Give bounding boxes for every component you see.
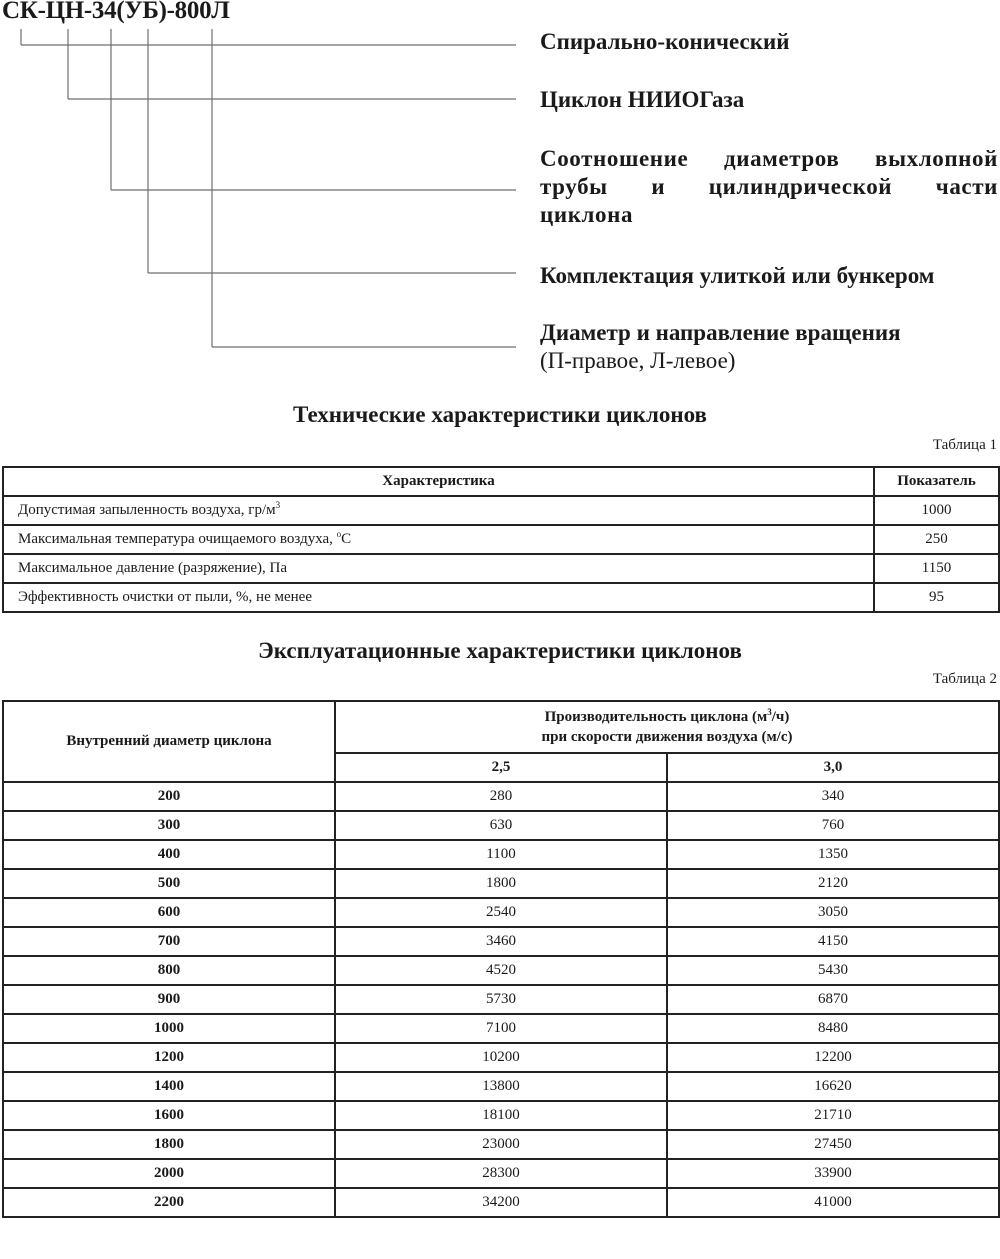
cell-capacity-2-5: 1100 [335, 840, 667, 869]
table-row [3, 583, 999, 612]
row-value: 1150 [874, 554, 999, 583]
cell-capacity-2-5: 18100 [335, 1101, 667, 1130]
row-value: 95 [874, 583, 999, 612]
header-speed-3-0: 3,0 [667, 753, 999, 782]
row-value: 1000 [874, 496, 999, 525]
table-row [3, 1188, 999, 1217]
table-row [3, 1072, 999, 1101]
cell-diameter: 200 [3, 782, 335, 811]
cell-diameter: 2000 [3, 1159, 335, 1188]
table-row [3, 840, 999, 869]
table-row [3, 956, 999, 985]
table-row [3, 869, 999, 898]
table1-label: Таблица 1 [932, 437, 997, 453]
row-value: 250 [874, 525, 999, 554]
cell-diameter: 1600 [3, 1101, 335, 1130]
cell-diameter: 300 [3, 811, 335, 840]
cell-diameter: 900 [3, 985, 335, 1014]
cell-capacity-3-0: 4150 [667, 927, 999, 956]
cell-diameter: 600 [3, 898, 335, 927]
cell-capacity-3-0: 1350 [667, 840, 999, 869]
cell-capacity-2-5: 2540 [335, 898, 667, 927]
designation-item-diameter-label: Диаметр и направление вращения [540, 320, 901, 345]
designation-item-equipment: Комплектация улиткой или бункером [540, 263, 935, 288]
table2-label: Таблица 2 [932, 671, 997, 687]
header-capacity: Производительность циклона $(м^3/ч)$ при скорости движения воздуха (м/с) [335, 701, 999, 753]
cell-diameter: 1000 [3, 1014, 335, 1043]
table-header-row [3, 467, 999, 496]
cell-capacity-2-5: 3460 [335, 927, 667, 956]
cell-capacity-2-5: 1800 [335, 869, 667, 898]
cell-capacity-2-5: 23000 [335, 1130, 667, 1159]
designation-item-diameter [540, 319, 998, 375]
cell-diameter: 2200 [3, 1188, 335, 1217]
cell-capacity-3-0: 2120 [667, 869, 999, 898]
row-name: Эффективность очистки от пыли, %, не менее [3, 583, 874, 612]
table-row [3, 898, 999, 927]
designation-code: СК-ЦН-34(УБ)-800Л [2, 0, 230, 24]
row-name: Допустимая запыленность воздуха, $гр/м^3$ [3, 496, 874, 525]
designation-item-diameter-note: (П-правое, Л-левое) [540, 348, 736, 373]
cell-capacity-3-0: 3050 [667, 898, 999, 927]
cell-capacity-2-5: 7100 [335, 1014, 667, 1043]
cell-capacity-3-0: 5430 [667, 956, 999, 985]
designation-item-cyclone: Циклон НИИОГаза [540, 87, 745, 112]
cell-capacity-2-5: 28300 [335, 1159, 667, 1188]
table2-title: Эксплуатационные характеристики циклонов [258, 638, 742, 663]
cell-capacity-3-0: 27450 [667, 1130, 999, 1159]
cell-diameter: 1400 [3, 1072, 335, 1101]
cell-diameter: 700 [3, 927, 335, 956]
technical-specs-table [2, 466, 1000, 613]
header-speed-2-5: 2,5 [335, 753, 667, 782]
table-header-row [3, 701, 999, 753]
cell-diameter: 400 [3, 840, 335, 869]
cell-capacity-2-5: 5730 [335, 985, 667, 1014]
cell-capacity-3-0: 21710 [667, 1101, 999, 1130]
designation-item-type: Спирально-конический [540, 29, 790, 54]
cell-capacity-3-0: 12200 [667, 1043, 999, 1072]
cell-capacity-2-5: 4520 [335, 956, 667, 985]
cell-capacity-3-0: 8480 [667, 1014, 999, 1043]
cell-capacity-2-5: 280 [335, 782, 667, 811]
table-row [3, 1101, 999, 1130]
cell-capacity-3-0: 340 [667, 782, 999, 811]
table-row [3, 1014, 999, 1043]
table-row [3, 782, 999, 811]
table-row [3, 985, 999, 1014]
row-name: Максимальное давление (разряжение), Па [3, 554, 874, 583]
cell-capacity-2-5: 630 [335, 811, 667, 840]
designation-item-ratio: Соотношение диаметров выхлопной трубы и цилиндрической части циклона [540, 146, 998, 227]
cell-capacity-3-0: 6870 [667, 985, 999, 1014]
operational-specs-table [2, 700, 1000, 1218]
table-row [3, 1130, 999, 1159]
header-diameter: Внутренний диаметр циклона [3, 701, 335, 782]
cell-capacity-2-5: 13800 [335, 1072, 667, 1101]
table-row [3, 1043, 999, 1072]
row-name: Максимальная температура очищаемого воздуха, $^о$С [3, 525, 874, 554]
cell-diameter: 500 [3, 869, 335, 898]
header-characteristic: Характеристика [3, 467, 874, 496]
table-row [3, 496, 999, 525]
cell-capacity-2-5: 10200 [335, 1043, 667, 1072]
designation-leader-lines [0, 0, 520, 360]
table-row [3, 811, 999, 840]
cell-diameter: 1200 [3, 1043, 335, 1072]
cell-capacity-3-0: 33900 [667, 1159, 999, 1188]
table-row [3, 525, 999, 554]
cell-diameter: 800 [3, 956, 335, 985]
table-row [3, 1159, 999, 1188]
table-row [3, 554, 999, 583]
cell-capacity-3-0: 41000 [667, 1188, 999, 1217]
cell-capacity-3-0: 16620 [667, 1072, 999, 1101]
cell-capacity-2-5: 34200 [335, 1188, 667, 1217]
cell-diameter: 1800 [3, 1130, 335, 1159]
cell-capacity-3-0: 760 [667, 811, 999, 840]
table1-title: Технические характеристики циклонов [293, 402, 707, 427]
table-row [3, 927, 999, 956]
header-value: Показатель [874, 467, 999, 496]
